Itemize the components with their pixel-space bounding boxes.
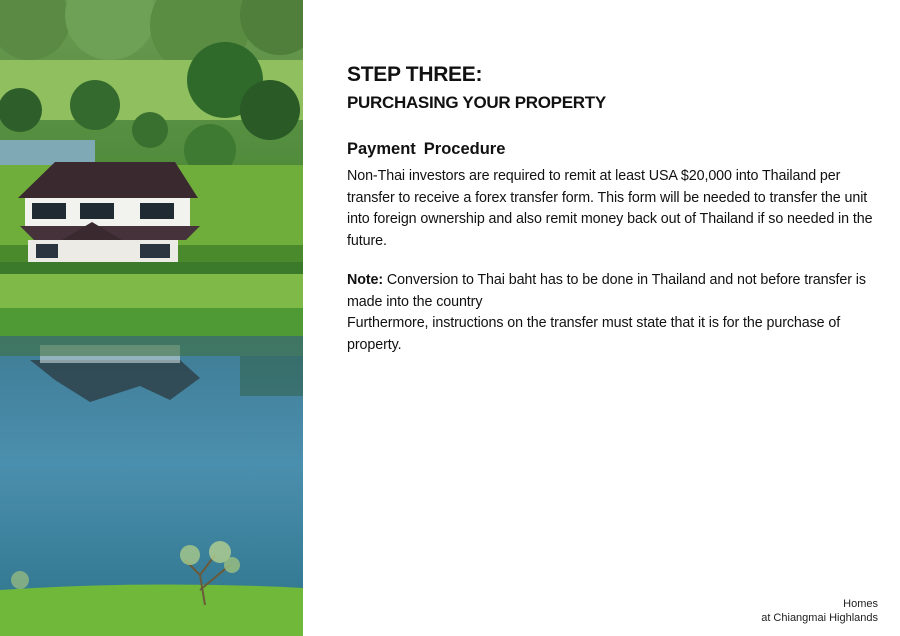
step-subtitle: PURCHASING YOUR PROPERTY — [347, 93, 606, 112]
footer-line-2: at Chiangmai Highlands — [761, 611, 878, 624]
note-block — [347, 270, 877, 356]
note-line — [347, 270, 877, 313]
section-heading — [347, 138, 877, 160]
section-heading-word1: Payment — [347, 140, 416, 158]
property-photo — [0, 0, 303, 636]
note-text-2: Furthermore, instructions on the transfer must state that it is for the purchase of property. — [347, 315, 841, 353]
footer-caption — [761, 598, 878, 625]
footer-line-1: Homes — [843, 598, 878, 610]
payment-paragraph: Non-Thai investors are required to remit at least USA $20,000 into Thailand per transfer to receive a forex transfer form. This form will be needed to transfer the unit into foreign ownership and also remit money back out of Thailand if so needed in the future. — [347, 168, 873, 249]
step-title: STEP THREE: — [347, 63, 483, 86]
content-column — [347, 62, 877, 356]
note-label: Note: — [347, 272, 384, 288]
section-heading-word2: Procedure — [423, 140, 506, 158]
note-text: Conversion to Thai baht has to be done in Thailand and not before transfer is made into the country — [347, 272, 866, 310]
